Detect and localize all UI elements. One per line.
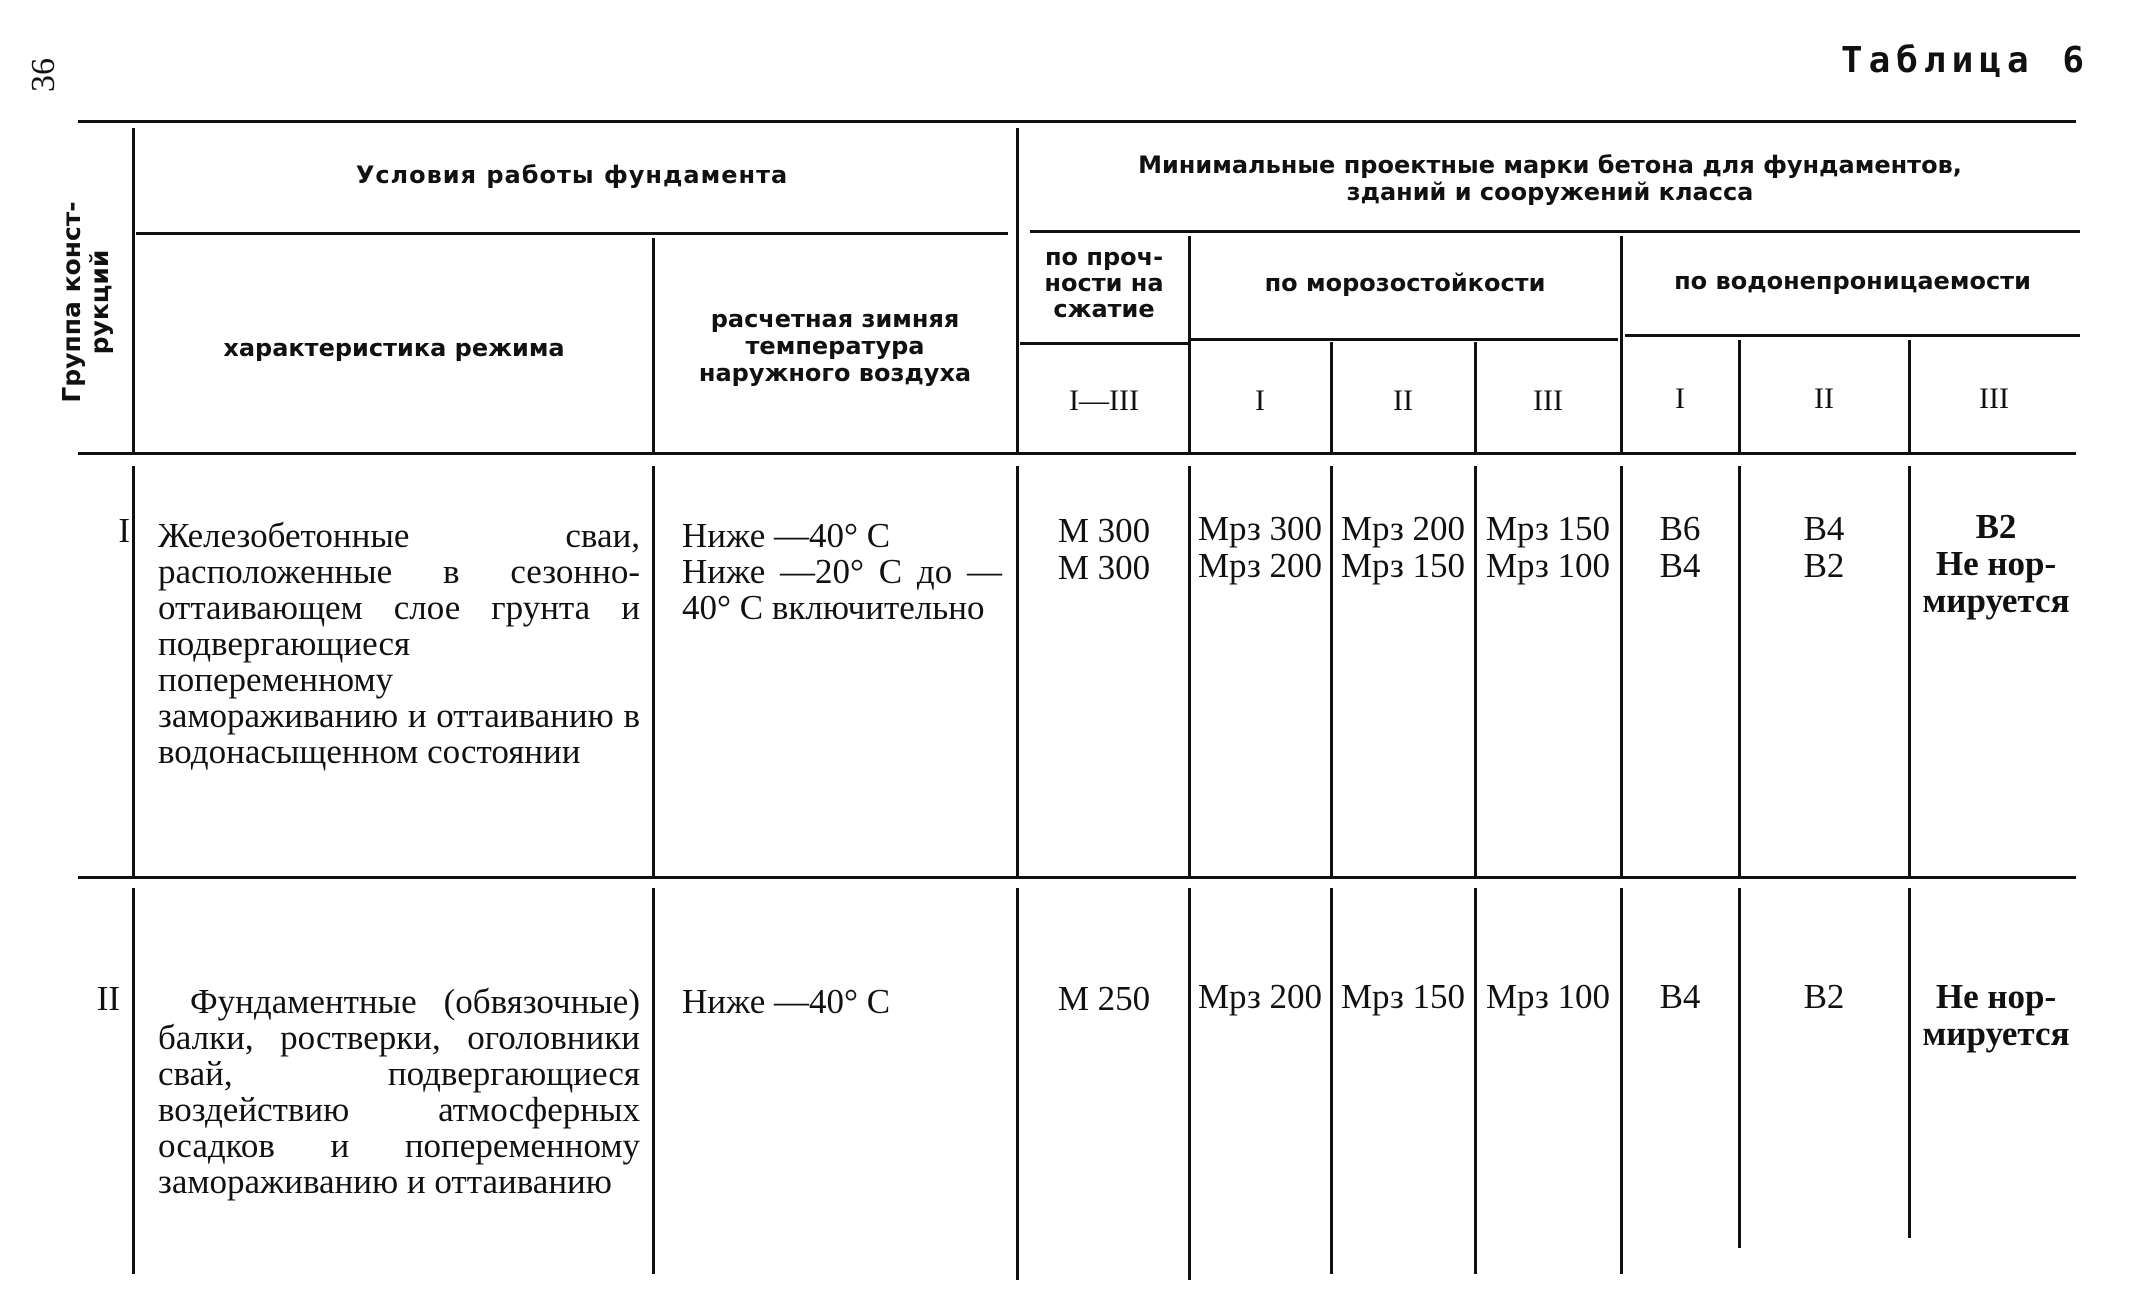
- value: Не нор-: [1935, 544, 2057, 583]
- value: Мрз 300: [1197, 509, 1323, 548]
- page-number: 36: [25, 58, 62, 92]
- min-grades-line1: Минимальные проектные марки бетона для фундаментов,: [1138, 151, 1962, 179]
- value: В4: [1659, 546, 1701, 585]
- cell-strength: [1020, 512, 1188, 586]
- strength-header-line1: по проч-: [1044, 243, 1164, 271]
- row-group: II: [96, 979, 120, 1018]
- winter-temp-line2: температура: [745, 332, 925, 360]
- value: В4: [1803, 509, 1845, 548]
- cell-frost-1: [1190, 510, 1330, 584]
- row-temperature: [682, 518, 1002, 626]
- cell-water-3: [1910, 978, 2082, 1052]
- value: В2: [1803, 546, 1845, 585]
- winter-temp-line1: расчетная зимняя: [710, 305, 960, 333]
- water-class-2: II: [1814, 382, 1834, 415]
- strength-header-line2: ности на: [1044, 269, 1164, 297]
- temp-line1: Ниже —40° С: [682, 516, 891, 555]
- conditions-header: Условия работы фундамента: [355, 161, 789, 189]
- cell-water-1: [1622, 510, 1738, 584]
- value: Мрз 150: [1340, 546, 1466, 585]
- cell-water-1: В4: [1659, 977, 1701, 1016]
- cell-water-2: В2: [1803, 977, 1845, 1016]
- cell-frost-3: Мрз 100: [1485, 977, 1611, 1016]
- water-header: по водонепроницаемости: [1674, 267, 2031, 295]
- class-strength: I—III: [1069, 384, 1139, 417]
- value: Мрз 100: [1485, 546, 1611, 585]
- cell-water-2: [1740, 510, 1908, 584]
- value: М 300: [1057, 548, 1151, 587]
- frost-class-1: I: [1255, 384, 1265, 417]
- frost-class-2: II: [1393, 384, 1413, 417]
- group-header-line1: Группа конст-: [57, 201, 86, 403]
- winter-temp-line3: наружного воздуха: [698, 359, 972, 387]
- min-grades-header: [1020, 152, 2080, 206]
- cell-frost-2: Мрз 150: [1340, 977, 1466, 1016]
- temp-line2: Ниже —20° С до —40° С включительно: [682, 552, 1002, 627]
- row-description: Фундаментные (обвязочные) балки, ростверки, оголовники свай, подвергающиеся воздействию атмосферных осадков и попеременному замораживанию и оттаиванию: [158, 982, 640, 1201]
- value: Мрз 200: [1340, 509, 1466, 548]
- strength-header-line3: сжатие: [1053, 295, 1155, 323]
- min-grades-line2: зданий и сооружений класса: [1346, 178, 1754, 206]
- frost-class-3: III: [1533, 384, 1563, 417]
- value: В2: [1975, 507, 2017, 546]
- value: Мрз 150: [1485, 509, 1611, 548]
- value: мируется: [1922, 1014, 2070, 1053]
- water-class-1: I: [1675, 382, 1685, 415]
- row-temperature: Ниже —40° С: [682, 982, 891, 1021]
- cell-frost-1: Мрз 200: [1197, 977, 1323, 1016]
- value: В6: [1659, 509, 1701, 548]
- frost-header: по морозостойкости: [1264, 269, 1546, 297]
- group-header-line2: рукций: [85, 249, 114, 355]
- value: Мрз 200: [1197, 546, 1323, 585]
- winter-temp-header: [656, 306, 1014, 387]
- cell-strength: М 250: [1057, 979, 1151, 1018]
- strength-header: [1020, 244, 1188, 322]
- value: мируется: [1922, 581, 2070, 620]
- mode-characteristic-header: характеристика режима: [223, 334, 565, 362]
- value: Не нор-: [1935, 977, 2057, 1016]
- row-description: Железобетонные сваи, расположенные в сезоннооттаивающем слое грунта и подвергающиеся попеременному замораживанию и оттаиванию в водонасыщенном состоянии: [158, 516, 640, 771]
- cell-frost-2: [1332, 510, 1474, 584]
- cell-frost-3: [1476, 510, 1620, 584]
- cell-water-3: [1910, 508, 2082, 619]
- value: М 300: [1057, 511, 1151, 550]
- water-class-3: III: [1979, 382, 2009, 415]
- group-header: [58, 192, 122, 412]
- table-title: Таблица 6: [1840, 40, 2090, 81]
- row-group: I: [118, 511, 130, 550]
